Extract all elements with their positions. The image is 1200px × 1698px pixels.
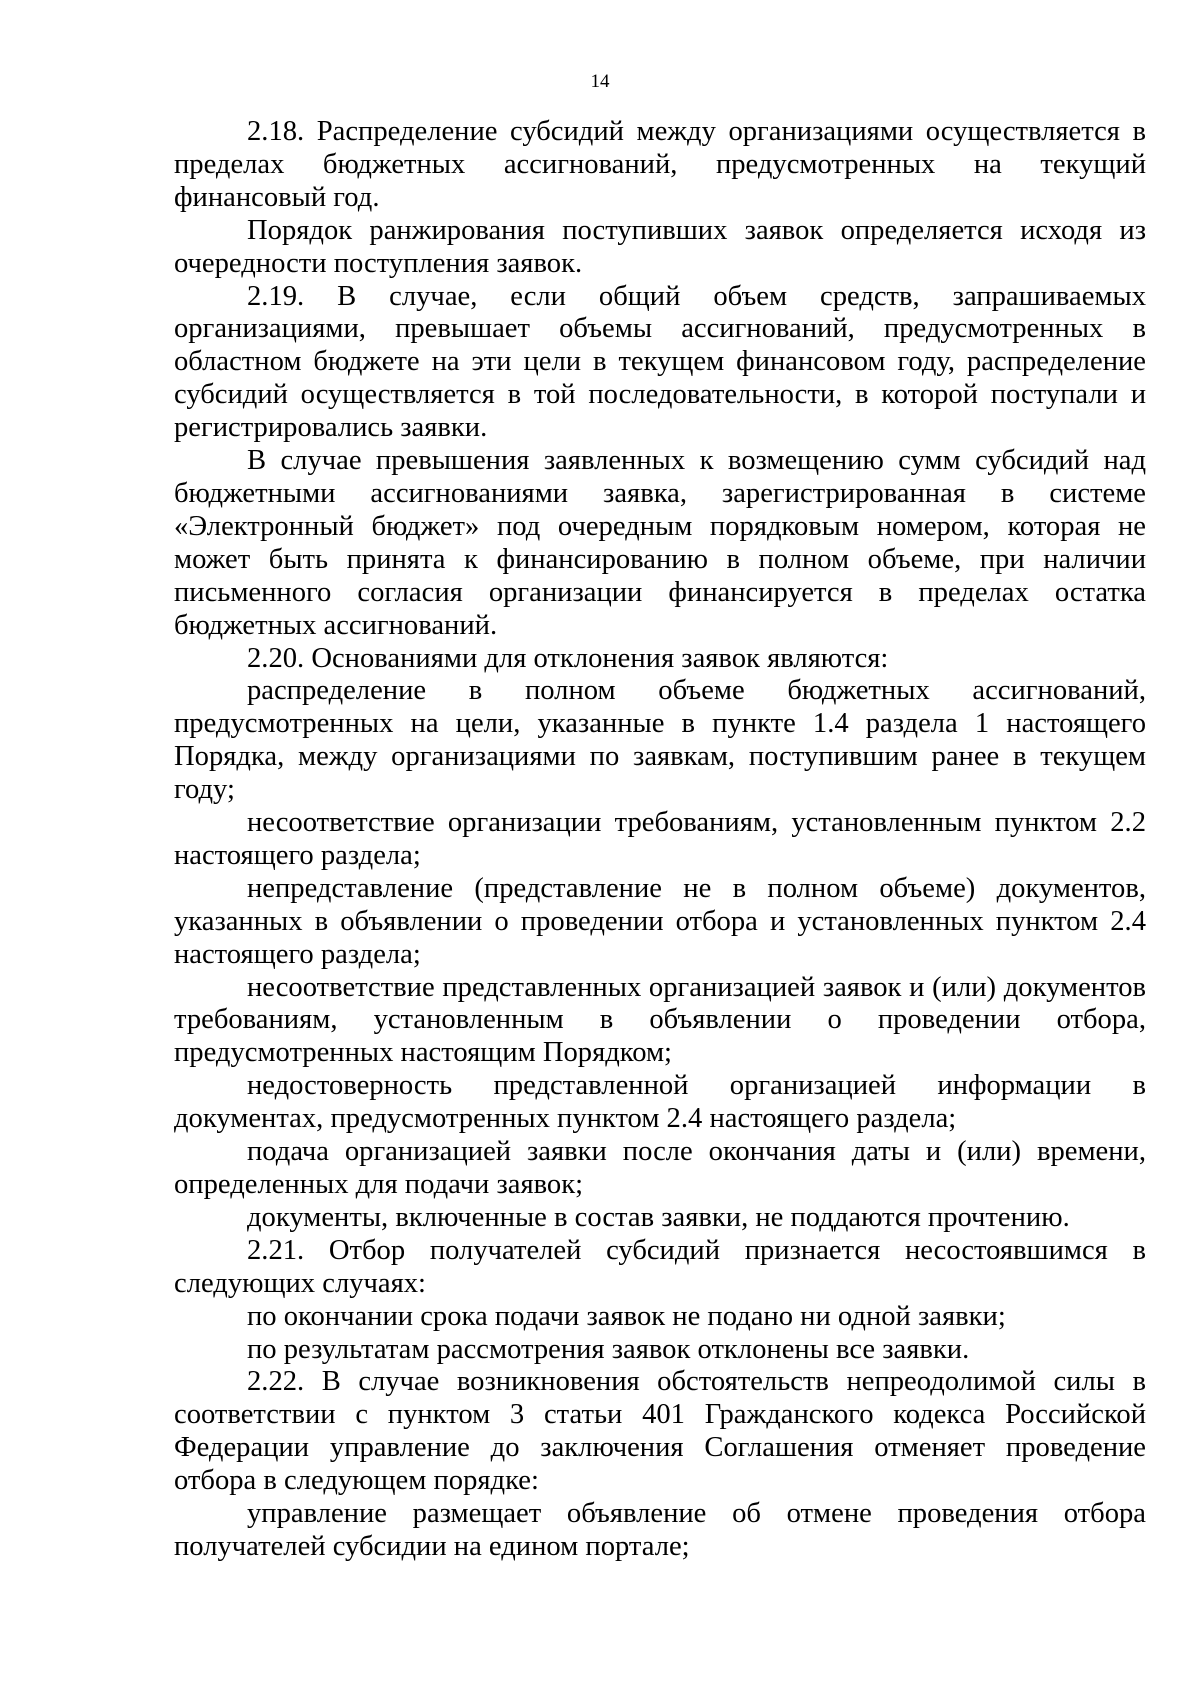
rejection-reason-noncompliance: несоответствие организации требованиям, установленным пунктом 2.2 настоящего раздела;	[174, 807, 1146, 871]
paragraph-2-22: 2.22. В случае возникновения обстоятельств непреодолимой силы в соответствии с пунктом 3 статьи 401 Гражданского кодекса Российской Федерации управление до заключения Соглашения отменяет проведение отбора в следующем порядке:	[174, 1366, 1146, 1497]
paragraph-excess-claims: В случае превышения заявленных к возмещению сумм субсидий над бюджетными ассигнованиями заявка, зарегистрированная в системе «Электронный бюджет» под очередным порядковым номером, которая не может быть принята к финансированию в полном объеме, при наличии письменного согласия организации финансируется в пределах остатка бюджетных ассигнований.	[174, 445, 1146, 641]
paragraph-2-19: 2.19. В случае, если общий объем средств, запрашиваемых организациями, превышает объемы ассигнований, предусмотренных в областном бюджете на эти цели в текущем финансовом году, распределение субсидий осуществляется в той последовательности, в которой поступали и регистрировались заявки.	[174, 280, 1146, 444]
rejection-reason-unreadable: документы, включенные в состав заявки, не поддаются прочтению.	[247, 1201, 1070, 1233]
rejection-reason-budget-distributed: распределение в полном объеме бюджетных ассигнований, предусмотренных на цели, указанные в пункте 1.4 раздела 1 настоящего Порядка, между организациями по заявкам, поступившим ранее в текущем году;	[174, 675, 1146, 806]
failed-selection-no-applications: по окончании срока подачи заявок не подано ни одной заявки;	[247, 1300, 1006, 1332]
paragraph-2-18: 2.18. Распределение субсидий между организациями осуществляется в пределах бюджетных ассигнований, предусмотренных на текущий финансовый год.	[174, 116, 1146, 213]
page-number: 14	[590, 71, 610, 92]
paragraph-cancellation-notice: управление размещает объявление об отмене проведения отбора получателей субсидии на едином портале;	[174, 1498, 1146, 1562]
paragraph-2-20: 2.20. Основаниями для отклонения заявок являются:	[247, 642, 889, 674]
failed-selection-all-rejected: по результатам рассмотрения заявок отклонены все заявки.	[247, 1333, 970, 1365]
rejection-reason-false-information: недостоверность представленной организацией информации в документах, предусмотренных пунктом 2.4 настоящего раздела;	[174, 1070, 1146, 1135]
paragraph-2-21: 2.21. Отбор получателей субсидий признается несостоявшимся в следующих случаях:	[174, 1234, 1146, 1299]
rejection-reason-late-submission: подача организацией заявки после окончания даты и (или) времени, определенных для подачи заявок;	[174, 1136, 1146, 1200]
paragraph-ranking-order: Порядок ранжирования поступивших заявок определяется исходя из очередности поступления заявок.	[174, 214, 1146, 279]
rejection-reason-missing-documents: непредставление (представление не в полном объеме) документов, указанных в объявлении о проведении отбора и установленных пунктом 2.4 настоящего раздела;	[174, 872, 1146, 970]
document-body	[174, 116, 1146, 1564]
rejection-reason-document-mismatch: несоответствие представленных организацией заявок и (или) документов требованиям, установленным в объявлении о проведении отбора, предусмотренных настоящим Порядком;	[174, 971, 1146, 1069]
